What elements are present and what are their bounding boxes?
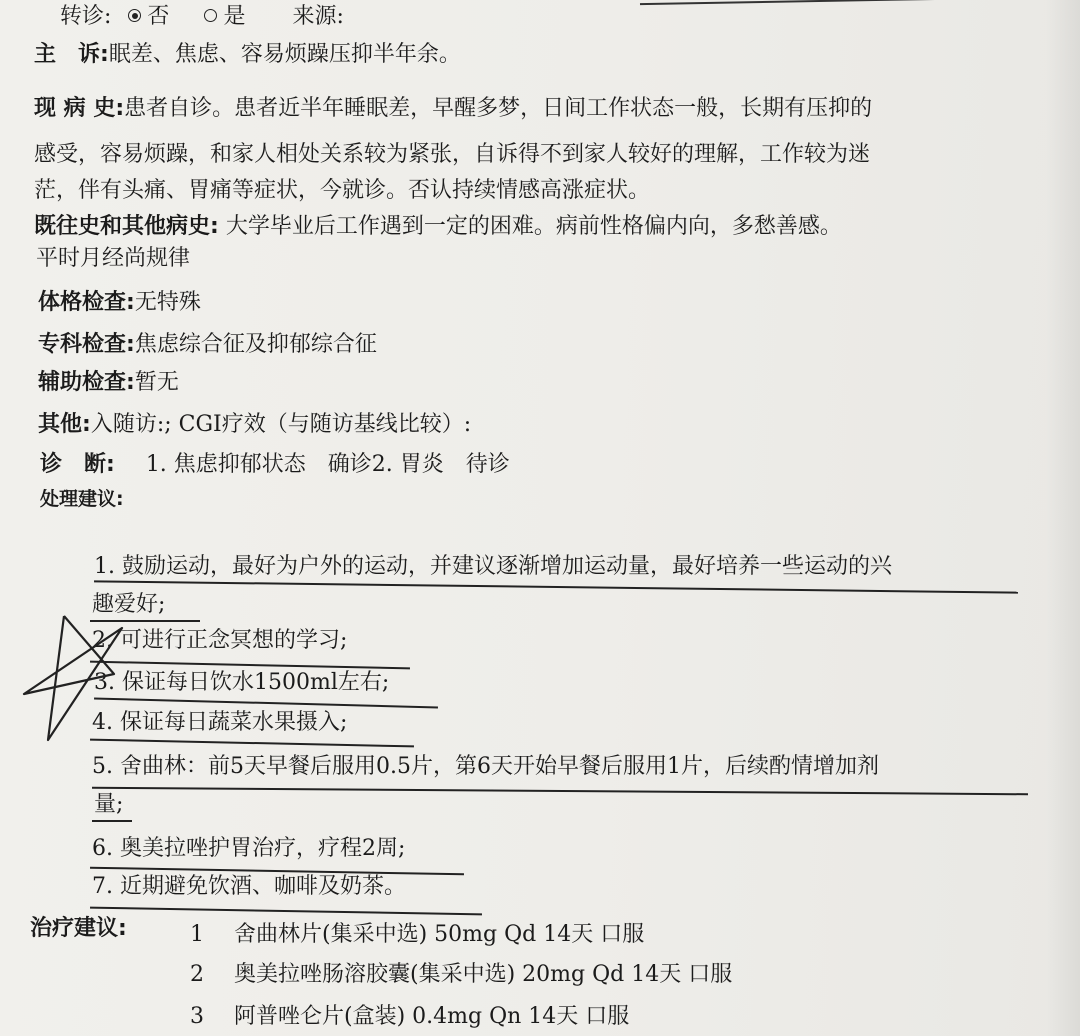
special-exam-text: 焦虑综合征及抑郁综合征	[134, 332, 377, 357]
past-history-row	[34, 212, 842, 242]
special-exam-label: 专科检查:	[38, 332, 135, 357]
other-row	[38, 410, 471, 440]
source-label: 来源:	[292, 4, 344, 29]
treatment-row	[190, 960, 732, 990]
treatment-text: 阿普唑仑片(盒装) 0.4mg Qn 14天 口服	[234, 1004, 630, 1029]
present-illness-line: 患者自诊。患者近半年睡眠差，早醒多梦，日间工作状态一般，长期有压抑的	[124, 96, 873, 121]
other-text: 入随访:; CGI疗效（与随访基线比较）:	[90, 412, 472, 437]
treatment-text: 舍曲林片(集采中选) 50mg Qd 14天 口服	[234, 922, 645, 947]
page-fold-shadow	[1046, 0, 1080, 1036]
present-illness-line: 茫，伴有头痛、胃痛等症状，今就诊。否认持续情感高涨症状。	[34, 178, 651, 203]
physical-exam-label: 体格检查:	[38, 290, 135, 315]
aux-exam-text: 暂无	[134, 370, 179, 395]
past-history-line2: 平时月经尚规律	[36, 246, 191, 271]
aux-exam-row	[38, 368, 179, 398]
present-illness-label: 现 病 史:	[34, 96, 125, 121]
treatment-row	[190, 1002, 629, 1032]
handling-label: 处理建议:	[40, 488, 124, 510]
past-history-text: 大学毕业后工作遇到一定的困难。病前性格偏内向，多愁善感。	[225, 214, 842, 239]
special-exam-row	[38, 330, 377, 360]
suggestion-item: 量;	[94, 792, 124, 817]
diagnosis-label: 诊 断:	[40, 452, 115, 477]
underline	[92, 820, 132, 822]
treatment-label-text: 治疗建议:	[30, 916, 127, 941]
treatment-no: 3	[190, 1004, 204, 1029]
referral-yes-label: 是	[223, 4, 246, 29]
referral-yes-radio	[204, 9, 217, 22]
diagnosis-text: 1. 焦虑抑郁状态 确诊2. 胃炎 待诊	[145, 452, 510, 477]
suggestion-item: 3. 保证每日饮水1500ml左右;	[94, 670, 390, 695]
diagnosis-row	[40, 450, 510, 480]
suggestion-item: 2. 可进行正念冥想的学习;	[92, 628, 348, 653]
referral-row	[60, 2, 344, 32]
referral-no-label: 否	[147, 4, 170, 29]
referral-no-radio	[128, 9, 141, 22]
other-label: 其他:	[38, 412, 91, 437]
suggestion-item: 1. 鼓励运动，最好为户外的运动，并建议逐渐增加运动量，最好培养一些运动的兴	[94, 554, 892, 579]
treatment-text: 奥美拉唑肠溶胶囊(集采中选) 20mg Qd 14天 口服	[234, 962, 733, 987]
treatment-row	[190, 920, 644, 950]
referral-label: 转诊:	[60, 4, 112, 29]
aux-exam-label: 辅助检查:	[38, 370, 135, 395]
physical-exam-row	[38, 288, 201, 318]
suggestion-item: 6. 奥美拉唑护胃治疗，疗程2周;	[92, 836, 406, 861]
handdrawn-star-mark	[18, 610, 128, 750]
treatment-no: 1	[190, 922, 204, 947]
treatment-label	[30, 914, 127, 944]
present-illness-line: 感受，容易烦躁，和家人相处关系较为紧张，自诉得不到家人较好的理解，工作较为迷	[34, 142, 871, 167]
chief-complaint-text: 眠差、焦虑、容易烦躁压抑半年余。	[108, 42, 461, 67]
chief-complaint-label: 主 诉:	[34, 42, 109, 67]
suggestion-item: 趣爱好;	[92, 592, 166, 617]
chief-complaint-row	[34, 40, 461, 70]
suggestion-item: 7. 近期避免饮酒、咖啡及奶茶。	[92, 874, 406, 899]
treatment-no: 2	[190, 962, 204, 987]
suggestion-item: 5. 舍曲林：前5天早餐后服用0.5片，第6天开始早餐后服用1片，后续酌情增加剂	[92, 754, 879, 779]
past-history-label: 既往史和其他病史:	[34, 214, 219, 239]
physical-exam-text: 无特殊	[134, 290, 201, 315]
present-illness-row	[34, 94, 872, 124]
suggestion-item: 4. 保证每日蔬菜水果摄入;	[92, 710, 348, 735]
